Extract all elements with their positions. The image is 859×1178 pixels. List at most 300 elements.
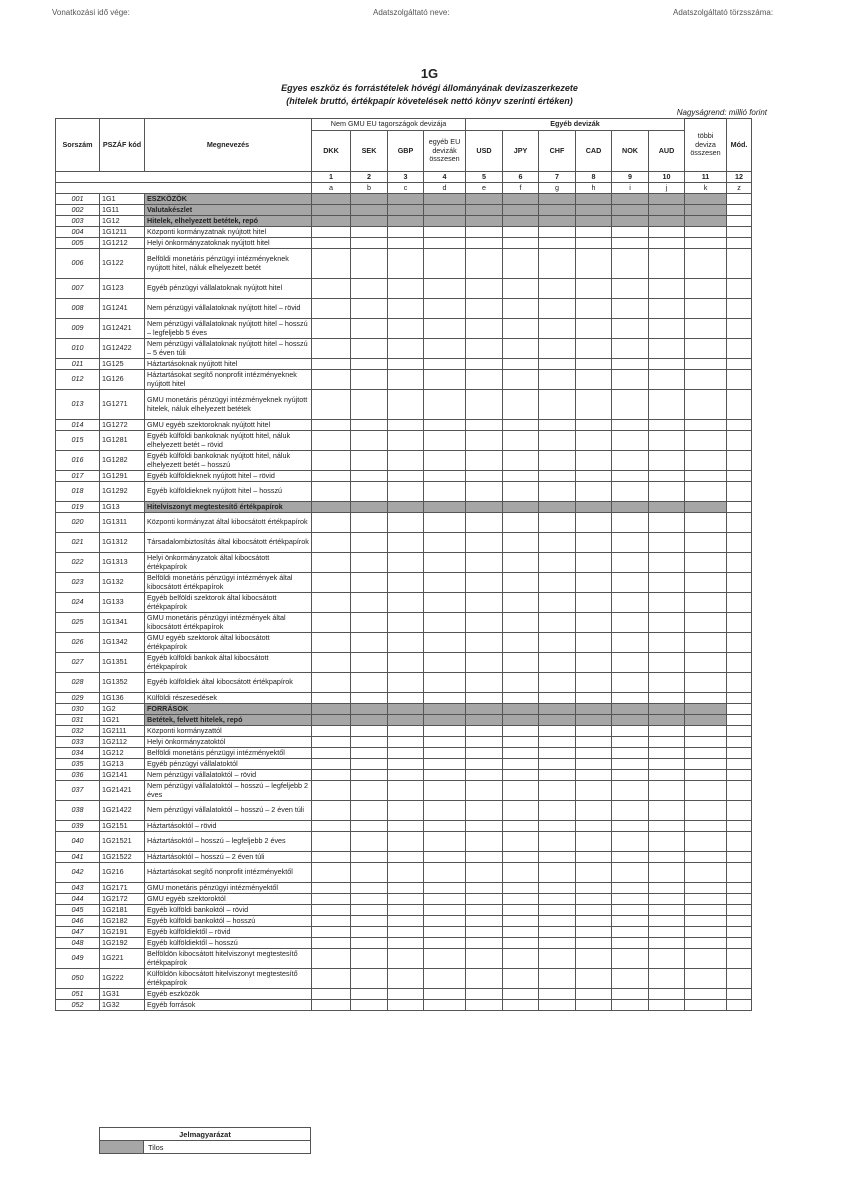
value-cell[interactable]	[503, 299, 539, 319]
value-cell[interactable]	[685, 969, 727, 989]
value-cell[interactable]	[727, 916, 752, 927]
value-cell[interactable]	[576, 821, 612, 832]
value-cell[interactable]	[685, 227, 727, 238]
value-cell[interactable]	[351, 863, 388, 883]
value-cell[interactable]	[351, 832, 388, 852]
value-cell[interactable]	[539, 852, 576, 863]
value-cell[interactable]	[576, 451, 612, 471]
value-cell[interactable]	[576, 653, 612, 673]
value-cell[interactable]	[612, 420, 649, 431]
value-cell[interactable]	[388, 573, 424, 593]
value-cell[interactable]	[424, 420, 466, 431]
value-cell[interactable]	[312, 673, 351, 693]
value-cell[interactable]	[312, 593, 351, 613]
value-cell[interactable]	[649, 299, 685, 319]
value-cell[interactable]	[388, 633, 424, 653]
value-cell[interactable]	[649, 770, 685, 781]
value-cell[interactable]	[424, 801, 466, 821]
value-cell[interactable]	[388, 832, 424, 852]
value-cell[interactable]	[503, 863, 539, 883]
value-cell[interactable]	[351, 969, 388, 989]
value-cell[interactable]	[351, 319, 388, 339]
value-cell[interactable]	[612, 390, 649, 420]
value-cell[interactable]	[539, 748, 576, 759]
value-cell[interactable]	[424, 781, 466, 801]
value-cell[interactable]	[466, 821, 503, 832]
value-cell[interactable]	[576, 390, 612, 420]
value-cell[interactable]	[727, 279, 752, 299]
value-cell[interactable]	[503, 781, 539, 801]
value-cell[interactable]	[466, 748, 503, 759]
value-cell[interactable]	[649, 927, 685, 938]
value-cell[interactable]	[424, 238, 466, 249]
value-cell[interactable]	[312, 420, 351, 431]
value-cell[interactable]	[388, 989, 424, 1000]
value-cell[interactable]	[685, 863, 727, 883]
value-cell[interactable]	[612, 916, 649, 927]
value-cell[interactable]	[351, 894, 388, 905]
value-cell[interactable]	[503, 748, 539, 759]
value-cell[interactable]	[576, 339, 612, 359]
value-cell[interactable]	[576, 227, 612, 238]
value-cell[interactable]	[388, 969, 424, 989]
value-cell[interactable]	[612, 339, 649, 359]
value-cell[interactable]	[649, 513, 685, 533]
value-cell[interactable]	[649, 482, 685, 502]
value-cell[interactable]	[351, 359, 388, 370]
value-cell[interactable]	[424, 832, 466, 852]
value-cell[interactable]	[503, 821, 539, 832]
value-cell[interactable]	[649, 1000, 685, 1011]
value-cell[interactable]	[388, 770, 424, 781]
value-cell[interactable]	[312, 737, 351, 748]
value-cell[interactable]	[312, 238, 351, 249]
value-cell[interactable]	[539, 613, 576, 633]
value-cell[interactable]	[388, 553, 424, 573]
value-cell[interactable]	[727, 704, 752, 715]
value-cell[interactable]	[539, 633, 576, 653]
value-cell[interactable]	[351, 573, 388, 593]
value-cell[interactable]	[312, 390, 351, 420]
value-cell[interactable]	[424, 633, 466, 653]
value-cell[interactable]	[503, 471, 539, 482]
value-cell[interactable]	[312, 916, 351, 927]
value-cell[interactable]	[685, 613, 727, 633]
value-cell[interactable]	[612, 726, 649, 737]
value-cell[interactable]	[466, 359, 503, 370]
value-cell[interactable]	[539, 573, 576, 593]
value-cell[interactable]	[685, 431, 727, 451]
value-cell[interactable]	[576, 883, 612, 894]
value-cell[interactable]	[351, 390, 388, 420]
value-cell[interactable]	[685, 370, 727, 390]
value-cell[interactable]	[685, 905, 727, 916]
value-cell[interactable]	[503, 905, 539, 916]
value-cell[interactable]	[424, 938, 466, 949]
value-cell[interactable]	[388, 927, 424, 938]
value-cell[interactable]	[503, 673, 539, 693]
value-cell[interactable]	[388, 431, 424, 451]
value-cell[interactable]	[539, 781, 576, 801]
value-cell[interactable]	[612, 949, 649, 969]
value-cell[interactable]	[539, 227, 576, 238]
value-cell[interactable]	[649, 748, 685, 759]
value-cell[interactable]	[727, 748, 752, 759]
value-cell[interactable]	[539, 593, 576, 613]
value-cell[interactable]	[685, 693, 727, 704]
value-cell[interactable]	[351, 420, 388, 431]
value-cell[interactable]	[649, 883, 685, 894]
value-cell[interactable]	[503, 969, 539, 989]
value-cell[interactable]	[388, 938, 424, 949]
value-cell[interactable]	[466, 1000, 503, 1011]
value-cell[interactable]	[351, 513, 388, 533]
value-cell[interactable]	[466, 801, 503, 821]
value-cell[interactable]	[388, 339, 424, 359]
value-cell[interactable]	[727, 715, 752, 726]
value-cell[interactable]	[612, 431, 649, 451]
value-cell[interactable]	[685, 852, 727, 863]
value-cell[interactable]	[727, 821, 752, 832]
value-cell[interactable]	[727, 633, 752, 653]
value-cell[interactable]	[685, 781, 727, 801]
value-cell[interactable]	[312, 770, 351, 781]
value-cell[interactable]	[503, 989, 539, 1000]
value-cell[interactable]	[685, 770, 727, 781]
value-cell[interactable]	[727, 339, 752, 359]
value-cell[interactable]	[727, 194, 752, 205]
value-cell[interactable]	[503, 916, 539, 927]
value-cell[interactable]	[612, 969, 649, 989]
value-cell[interactable]	[727, 593, 752, 613]
value-cell[interactable]	[424, 673, 466, 693]
value-cell[interactable]	[539, 359, 576, 370]
value-cell[interactable]	[503, 949, 539, 969]
value-cell[interactable]	[576, 726, 612, 737]
value-cell[interactable]	[685, 801, 727, 821]
value-cell[interactable]	[685, 894, 727, 905]
value-cell[interactable]	[576, 832, 612, 852]
value-cell[interactable]	[649, 801, 685, 821]
value-cell[interactable]	[351, 737, 388, 748]
value-cell[interactable]	[351, 613, 388, 633]
value-cell[interactable]	[312, 482, 351, 502]
value-cell[interactable]	[312, 359, 351, 370]
value-cell[interactable]	[649, 633, 685, 653]
value-cell[interactable]	[503, 482, 539, 502]
value-cell[interactable]	[649, 693, 685, 704]
value-cell[interactable]	[424, 553, 466, 573]
value-cell[interactable]	[351, 673, 388, 693]
value-cell[interactable]	[312, 938, 351, 949]
value-cell[interactable]	[424, 1000, 466, 1011]
value-cell[interactable]	[424, 613, 466, 633]
value-cell[interactable]	[503, 370, 539, 390]
value-cell[interactable]	[649, 673, 685, 693]
value-cell[interactable]	[576, 949, 612, 969]
value-cell[interactable]	[312, 949, 351, 969]
value-cell[interactable]	[539, 339, 576, 359]
value-cell[interactable]	[612, 553, 649, 573]
value-cell[interactable]	[312, 431, 351, 451]
value-cell[interactable]	[351, 989, 388, 1000]
value-cell[interactable]	[312, 513, 351, 533]
value-cell[interactable]	[685, 949, 727, 969]
value-cell[interactable]	[685, 883, 727, 894]
value-cell[interactable]	[466, 513, 503, 533]
value-cell[interactable]	[503, 319, 539, 339]
value-cell[interactable]	[649, 759, 685, 770]
value-cell[interactable]	[649, 852, 685, 863]
value-cell[interactable]	[388, 513, 424, 533]
value-cell[interactable]	[576, 533, 612, 553]
value-cell[interactable]	[351, 249, 388, 279]
value-cell[interactable]	[612, 883, 649, 894]
value-cell[interactable]	[685, 759, 727, 770]
value-cell[interactable]	[503, 238, 539, 249]
value-cell[interactable]	[612, 238, 649, 249]
value-cell[interactable]	[424, 471, 466, 482]
value-cell[interactable]	[351, 339, 388, 359]
value-cell[interactable]	[612, 673, 649, 693]
value-cell[interactable]	[649, 905, 685, 916]
value-cell[interactable]	[503, 832, 539, 852]
value-cell[interactable]	[388, 726, 424, 737]
value-cell[interactable]	[466, 249, 503, 279]
value-cell[interactable]	[576, 431, 612, 451]
value-cell[interactable]	[727, 533, 752, 553]
value-cell[interactable]	[649, 969, 685, 989]
value-cell[interactable]	[576, 1000, 612, 1011]
value-cell[interactable]	[503, 801, 539, 821]
value-cell[interactable]	[727, 359, 752, 370]
value-cell[interactable]	[649, 781, 685, 801]
value-cell[interactable]	[466, 370, 503, 390]
value-cell[interactable]	[351, 852, 388, 863]
value-cell[interactable]	[539, 770, 576, 781]
value-cell[interactable]	[424, 431, 466, 451]
value-cell[interactable]	[727, 513, 752, 533]
value-cell[interactable]	[466, 938, 503, 949]
value-cell[interactable]	[539, 969, 576, 989]
value-cell[interactable]	[539, 693, 576, 704]
value-cell[interactable]	[312, 894, 351, 905]
value-cell[interactable]	[539, 279, 576, 299]
value-cell[interactable]	[312, 821, 351, 832]
value-cell[interactable]	[388, 748, 424, 759]
value-cell[interactable]	[312, 299, 351, 319]
value-cell[interactable]	[312, 726, 351, 737]
value-cell[interactable]	[649, 863, 685, 883]
value-cell[interactable]	[503, 533, 539, 553]
value-cell[interactable]	[351, 653, 388, 673]
value-cell[interactable]	[388, 390, 424, 420]
value-cell[interactable]	[424, 249, 466, 279]
value-cell[interactable]	[576, 863, 612, 883]
value-cell[interactable]	[539, 370, 576, 390]
value-cell[interactable]	[539, 299, 576, 319]
value-cell[interactable]	[612, 863, 649, 883]
value-cell[interactable]	[685, 533, 727, 553]
value-cell[interactable]	[388, 653, 424, 673]
value-cell[interactable]	[685, 513, 727, 533]
value-cell[interactable]	[576, 319, 612, 339]
value-cell[interactable]	[424, 279, 466, 299]
value-cell[interactable]	[388, 299, 424, 319]
value-cell[interactable]	[576, 969, 612, 989]
value-cell[interactable]	[424, 359, 466, 370]
value-cell[interactable]	[424, 916, 466, 927]
value-cell[interactable]	[351, 593, 388, 613]
value-cell[interactable]	[351, 821, 388, 832]
value-cell[interactable]	[351, 916, 388, 927]
value-cell[interactable]	[685, 319, 727, 339]
value-cell[interactable]	[727, 249, 752, 279]
value-cell[interactable]	[466, 431, 503, 451]
value-cell[interactable]	[539, 737, 576, 748]
value-cell[interactable]	[539, 319, 576, 339]
value-cell[interactable]	[388, 482, 424, 502]
value-cell[interactable]	[685, 249, 727, 279]
value-cell[interactable]	[727, 726, 752, 737]
value-cell[interactable]	[466, 227, 503, 238]
value-cell[interactable]	[503, 390, 539, 420]
value-cell[interactable]	[576, 279, 612, 299]
value-cell[interactable]	[503, 770, 539, 781]
value-cell[interactable]	[727, 989, 752, 1000]
value-cell[interactable]	[649, 431, 685, 451]
value-cell[interactable]	[576, 513, 612, 533]
value-cell[interactable]	[503, 451, 539, 471]
value-cell[interactable]	[685, 832, 727, 852]
value-cell[interactable]	[576, 748, 612, 759]
value-cell[interactable]	[576, 905, 612, 916]
value-cell[interactable]	[388, 693, 424, 704]
value-cell[interactable]	[351, 533, 388, 553]
value-cell[interactable]	[727, 431, 752, 451]
value-cell[interactable]	[388, 821, 424, 832]
value-cell[interactable]	[649, 613, 685, 633]
value-cell[interactable]	[685, 1000, 727, 1011]
value-cell[interactable]	[576, 770, 612, 781]
value-cell[interactable]	[466, 832, 503, 852]
value-cell[interactable]	[351, 781, 388, 801]
value-cell[interactable]	[649, 420, 685, 431]
value-cell[interactable]	[312, 339, 351, 359]
value-cell[interactable]	[351, 693, 388, 704]
value-cell[interactable]	[727, 653, 752, 673]
value-cell[interactable]	[351, 238, 388, 249]
value-cell[interactable]	[649, 916, 685, 927]
value-cell[interactable]	[424, 894, 466, 905]
value-cell[interactable]	[312, 883, 351, 894]
value-cell[interactable]	[612, 693, 649, 704]
value-cell[interactable]	[576, 573, 612, 593]
value-cell[interactable]	[727, 883, 752, 894]
value-cell[interactable]	[612, 852, 649, 863]
value-cell[interactable]	[612, 927, 649, 938]
value-cell[interactable]	[727, 502, 752, 513]
value-cell[interactable]	[727, 673, 752, 693]
value-cell[interactable]	[727, 390, 752, 420]
value-cell[interactable]	[424, 949, 466, 969]
value-cell[interactable]	[466, 482, 503, 502]
value-cell[interactable]	[503, 573, 539, 593]
value-cell[interactable]	[612, 359, 649, 370]
value-cell[interactable]	[685, 989, 727, 1000]
value-cell[interactable]	[424, 821, 466, 832]
value-cell[interactable]	[312, 653, 351, 673]
value-cell[interactable]	[727, 969, 752, 989]
value-cell[interactable]	[612, 653, 649, 673]
value-cell[interactable]	[424, 593, 466, 613]
value-cell[interactable]	[424, 339, 466, 359]
value-cell[interactable]	[576, 938, 612, 949]
value-cell[interactable]	[539, 905, 576, 916]
value-cell[interactable]	[685, 653, 727, 673]
value-cell[interactable]	[351, 279, 388, 299]
value-cell[interactable]	[649, 653, 685, 673]
value-cell[interactable]	[649, 989, 685, 1000]
value-cell[interactable]	[466, 759, 503, 770]
value-cell[interactable]	[351, 471, 388, 482]
value-cell[interactable]	[727, 227, 752, 238]
value-cell[interactable]	[351, 370, 388, 390]
value-cell[interactable]	[539, 533, 576, 553]
value-cell[interactable]	[612, 299, 649, 319]
value-cell[interactable]	[503, 894, 539, 905]
value-cell[interactable]	[685, 821, 727, 832]
value-cell[interactable]	[312, 533, 351, 553]
value-cell[interactable]	[649, 726, 685, 737]
value-cell[interactable]	[503, 431, 539, 451]
value-cell[interactable]	[466, 949, 503, 969]
value-cell[interactable]	[612, 227, 649, 238]
value-cell[interactable]	[312, 905, 351, 916]
value-cell[interactable]	[649, 370, 685, 390]
value-cell[interactable]	[351, 938, 388, 949]
value-cell[interactable]	[727, 770, 752, 781]
value-cell[interactable]	[388, 737, 424, 748]
value-cell[interactable]	[649, 821, 685, 832]
value-cell[interactable]	[424, 370, 466, 390]
value-cell[interactable]	[351, 451, 388, 471]
value-cell[interactable]	[466, 969, 503, 989]
value-cell[interactable]	[388, 759, 424, 770]
value-cell[interactable]	[312, 801, 351, 821]
value-cell[interactable]	[649, 894, 685, 905]
value-cell[interactable]	[576, 633, 612, 653]
value-cell[interactable]	[424, 863, 466, 883]
value-cell[interactable]	[503, 633, 539, 653]
value-cell[interactable]	[576, 613, 612, 633]
value-cell[interactable]	[503, 737, 539, 748]
value-cell[interactable]	[312, 969, 351, 989]
value-cell[interactable]	[351, 431, 388, 451]
value-cell[interactable]	[539, 420, 576, 431]
value-cell[interactable]	[727, 319, 752, 339]
value-cell[interactable]	[466, 319, 503, 339]
value-cell[interactable]	[612, 249, 649, 279]
value-cell[interactable]	[388, 238, 424, 249]
value-cell[interactable]	[424, 451, 466, 471]
value-cell[interactable]	[312, 927, 351, 938]
value-cell[interactable]	[539, 927, 576, 938]
value-cell[interactable]	[312, 693, 351, 704]
value-cell[interactable]	[612, 573, 649, 593]
value-cell[interactable]	[612, 613, 649, 633]
value-cell[interactable]	[685, 673, 727, 693]
